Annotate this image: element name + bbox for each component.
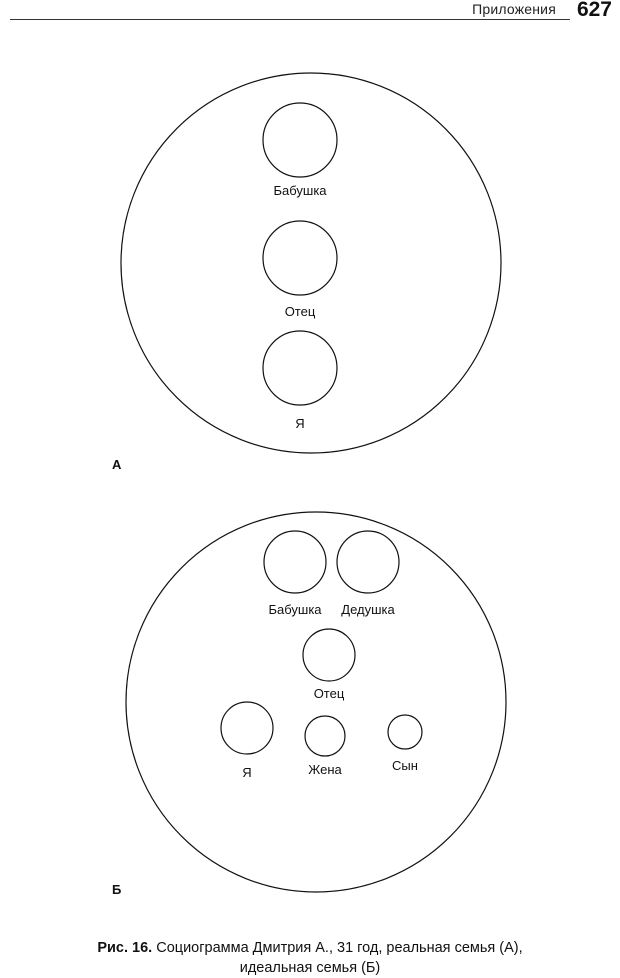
member-circle-dedushka (337, 531, 399, 593)
caption-text-1: Социограмма Дмитрия А., 31 год, реальная семья (А), (156, 940, 523, 956)
member-label-dedushka: Дедушка (341, 602, 395, 617)
caption-text-2: идеальная семья (Б) (239, 960, 381, 976)
family-circle-b (126, 512, 506, 892)
member-label-ya: Я (295, 416, 305, 431)
member-circle-babushka (263, 103, 337, 177)
member-circle-ya (221, 702, 273, 754)
member-circle-syn (388, 715, 422, 749)
page-number: 627 (576, 0, 612, 21)
panel-letter-b: Б (112, 882, 122, 897)
figure-caption (0, 938, 620, 978)
member-circle-otets (263, 221, 337, 295)
member-circle-ya (263, 331, 337, 405)
panel-letter-a: А (112, 457, 122, 472)
sociogram-b (0, 490, 620, 910)
member-label-otets: Отец (284, 304, 316, 319)
caption-label: Рис. 16. (97, 940, 153, 956)
member-label-otets: Отец (313, 686, 345, 701)
caption-line-1 (0, 938, 620, 958)
member-circle-babushka (264, 531, 326, 593)
section-title: Приложения (472, 1, 556, 17)
member-label-babushka: Бабушка (273, 183, 327, 198)
member-circle-otets (303, 629, 355, 681)
member-label-ya: Я (242, 765, 252, 780)
member-label-zhena: Жена (308, 762, 342, 777)
sociogram-b-svg (0, 490, 620, 910)
family-circle-a (121, 73, 501, 453)
member-circle-zhena (305, 716, 345, 756)
member-label-babushka: Бабушка (268, 602, 322, 617)
member-label-syn: Сын (392, 758, 418, 773)
